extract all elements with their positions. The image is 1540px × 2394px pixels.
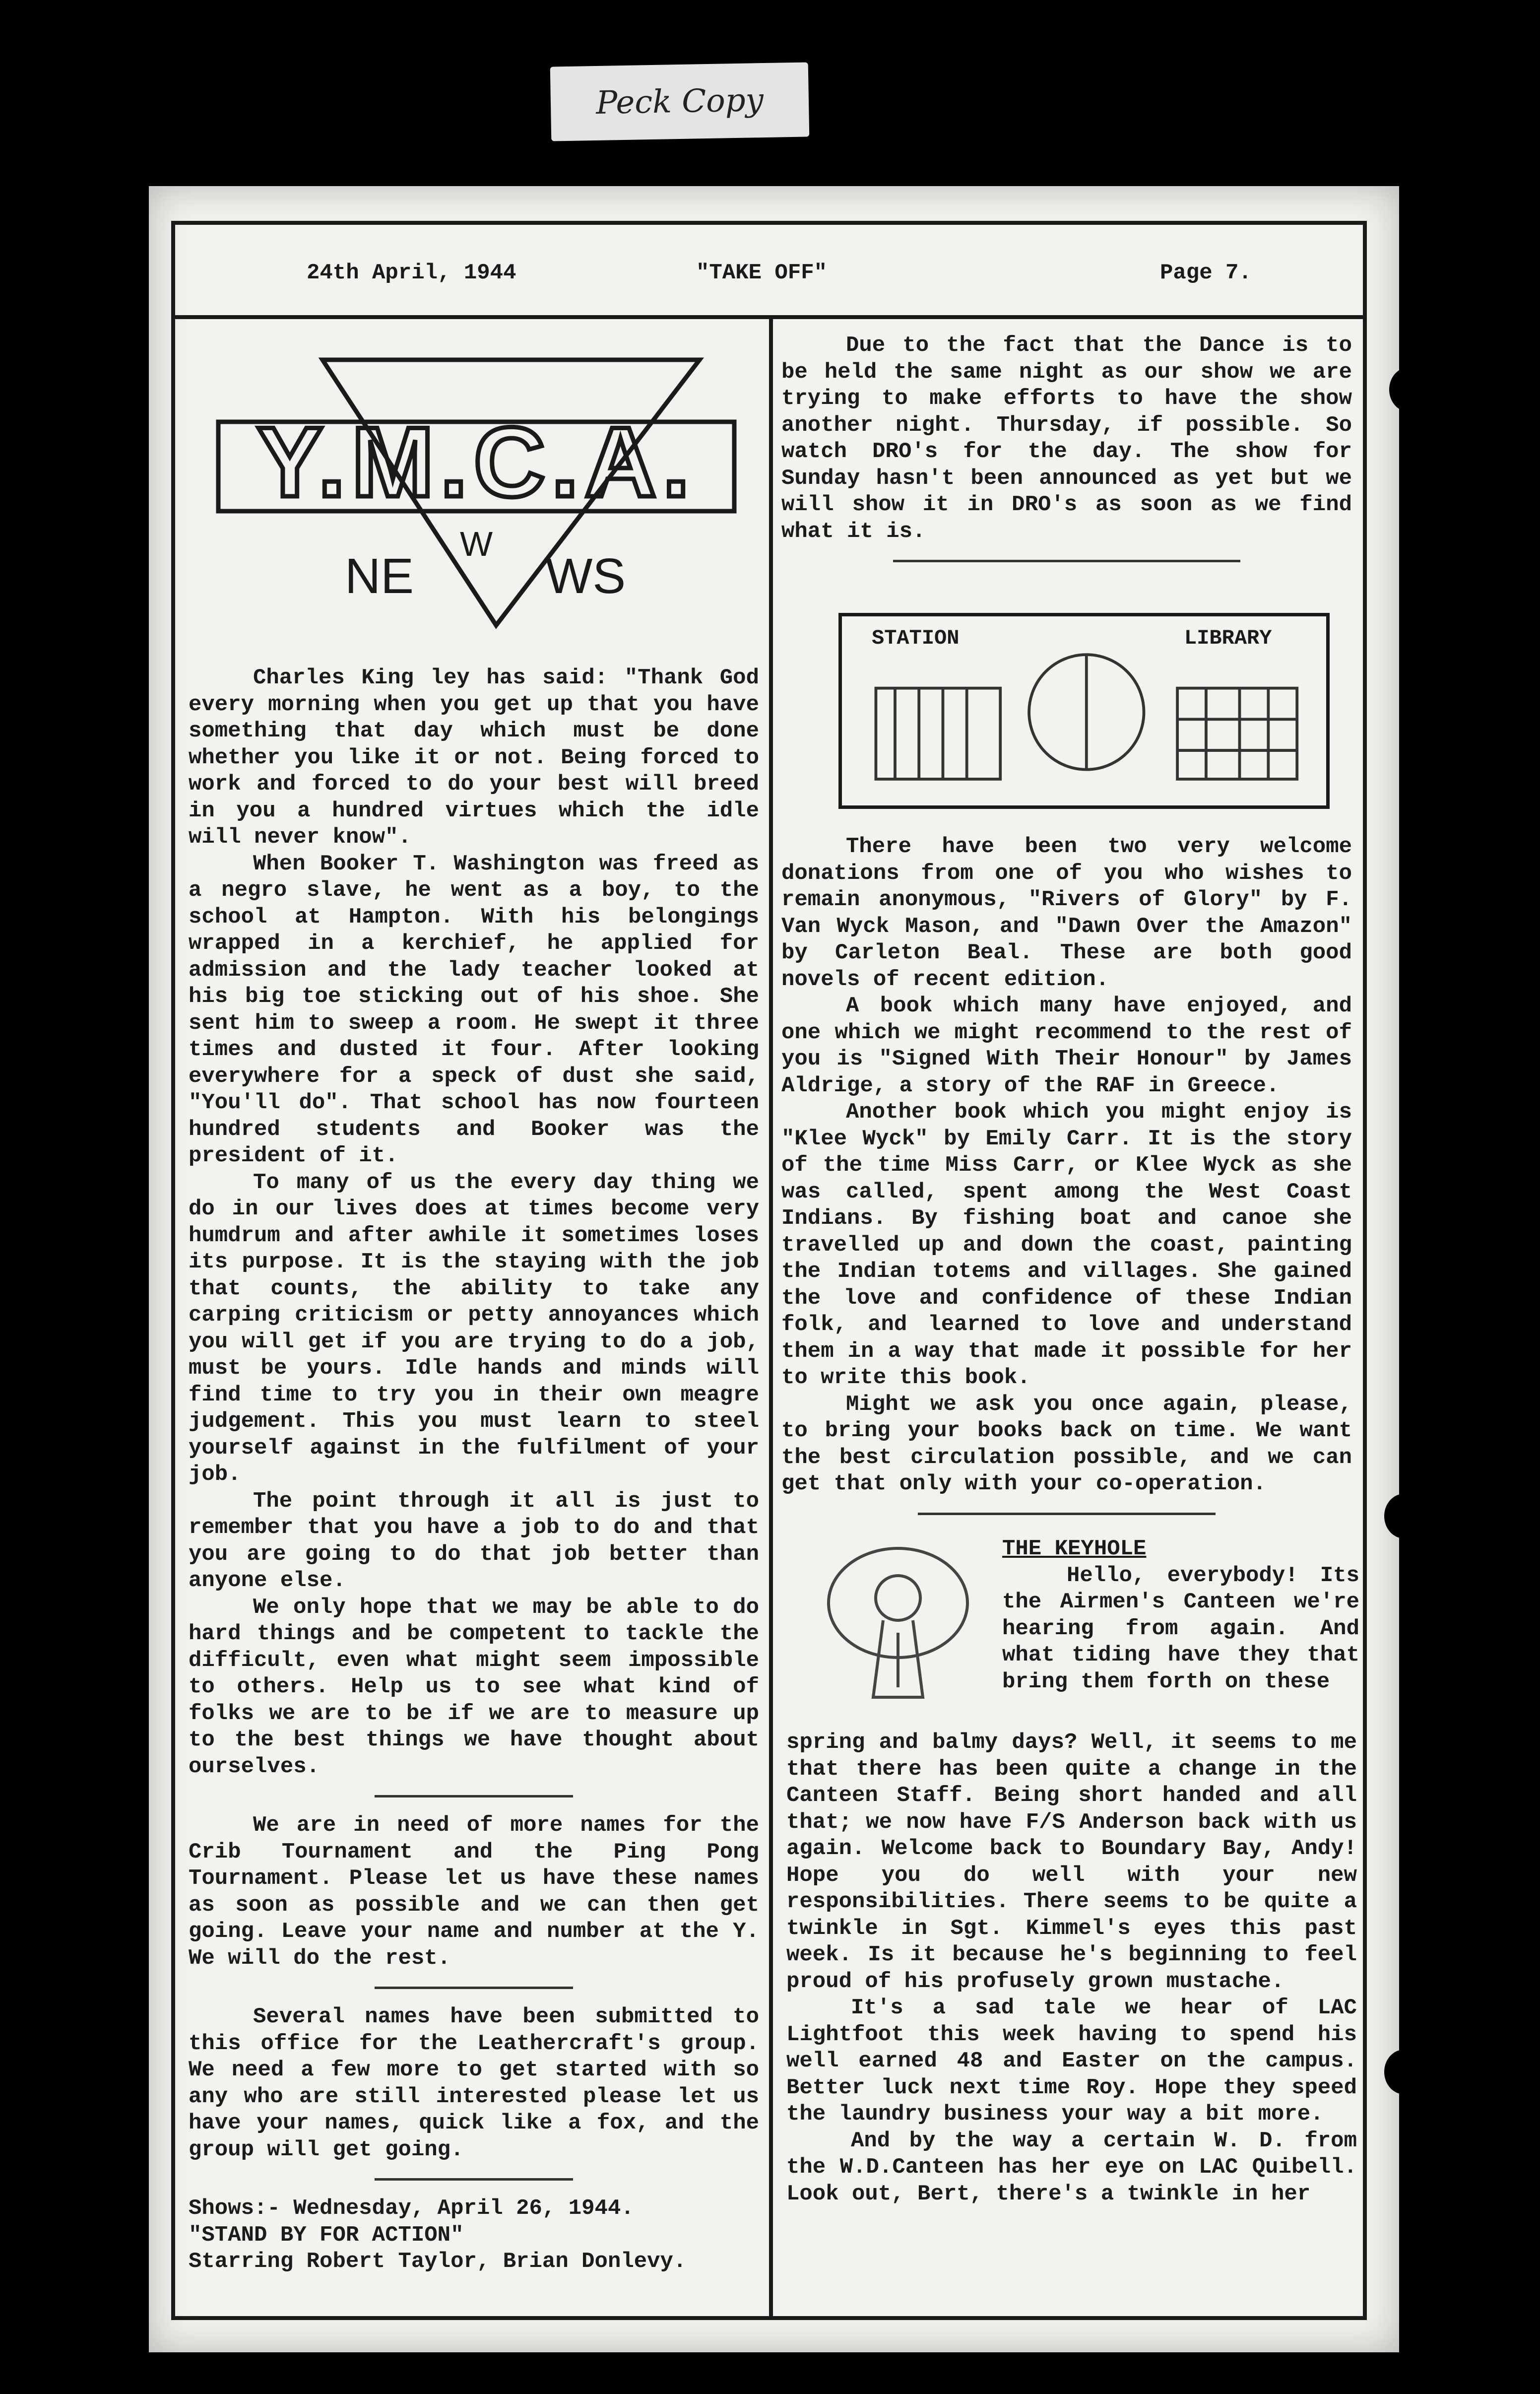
punch-hole	[1389, 367, 1429, 412]
newsletter-title: "TAKE OFF"	[696, 261, 828, 285]
paragraph: To many of us the every day thing we do in our lives does at times become very humdrum and after awhile it sometimes loses its purpose. It is the staying with the job that counts, the ability to take any carping criticism or petty annoyances which you will get if you are trying to do a job, must be yours. Idle hands and minds will find time to try you in their own meagre judgement. This you must learn to steel yourself against in the fulfilment of your job.	[189, 1170, 759, 1487]
paragraph: A book which many have enjoyed, and one which we might recommend to the rest of you is "Signed With Their Honour" by James Aldrige, a story of the RAF in Greece.	[781, 994, 1352, 1098]
shows-line: Shows:- Wednesday, April 26, 1944.	[189, 2196, 634, 2221]
paragraph: Charles King ley has said: "Thank God every morning when you get up that you have something that day which must be done whether you like it or not. Being forced to work and forced to do your best will breed in you a hundred virtues which the idle will never know".	[189, 665, 759, 850]
library-label-left: STATION	[872, 626, 960, 650]
divider-rule	[918, 1513, 1216, 1515]
film-cast: Starring Robert Taylor, Brian Donlevy.	[189, 2249, 687, 2274]
punch-hole	[1384, 1494, 1424, 1538]
paragraph: Another book which you might enjoy is "Klee Wyck" by Emily Carr. It is the story of the time Miss Carr, or Klee Wyck as she was called, spent among the West Coast Indians. By fishing boat and canoe she travelled up and down the coast, painting the Indian totems and villages. She gained the love and confidence of these Indian folk, and learned to love and understand them in a way that made it possible for her to write this book.	[781, 1100, 1352, 1390]
bookshelf-illustration	[842, 616, 1326, 805]
station-library-banner	[838, 613, 1330, 809]
ymca-news-logo	[198, 347, 754, 645]
paragraph: Might we ask you once again, please, to bring your books back on time. We want the best circulation possible, and we can get that only with your co-operation.	[781, 1392, 1352, 1496]
ymca-logo-text: Y.M.C.A.	[257, 407, 696, 518]
paragraph: We only hope that we may be able to do hard things and be competent to tackle the difficult, even what might seem impossible to others. Help us to see what kind of folks we are to be if we are to measure up to the best things we have thought about ourselves.	[189, 1595, 759, 1779]
paragraph: Hello, everybody! Its the Airmen's Canteen we're hearing from again. And what tiding have they that bring them forth on these	[1002, 1563, 1359, 1694]
paragraph: When Booker T. Washington was freed as a negro slave, he went as a boy, to the school at Hampton. With his belongings wrapped in a kerchief, he applied for admission and the lady teacher looked at his big toe sticking out of his shoe. She sent him to sweep a room. He swept it three times and dusted it four. After looking everywhere for a speck of dust she said, "You'll do". That school has now fourteen hundred students and Booker was the president of it.	[189, 851, 759, 1168]
news-right: WS	[546, 548, 626, 604]
paragraph: The point through it all is just to remember that you have a job to do and that you are going to do that job better than anyone else.	[189, 1488, 759, 1593]
divider-rule	[893, 560, 1240, 562]
column-divider	[769, 319, 773, 2320]
news-left: NE	[345, 548, 414, 604]
paragraph: There have been two very welcome donations from one of you who wishes to remain anonymous, "Rivers of Glory" by F. Van Wyck Mason, and "Dawn Over the Amazon" by Carleton Beal. These are both good novels of recent edition.	[781, 834, 1352, 992]
archive-stamp	[550, 62, 810, 141]
paragraph: We are in need of more names for the Crib Tournament and the Ping Pong Tournament. Please let us have these names as soon as possible and we can then get going. Leave your name and number at the Y. We will do the rest.	[189, 1813, 759, 1971]
divider-rule	[375, 1795, 573, 1797]
punch-hole	[1384, 2050, 1424, 2094]
keyhole-title: THE KEYHOLE	[1002, 1536, 1147, 1561]
paragraph: Due to the fact that the Dance is to be held the same night as our show we are trying to make efforts to have the show another night. Thursday, if possible. So watch DRO's for the day. The show for Sunday hasn't been announced as yet but we will show it in DRO's as soon as we find what it is.	[781, 333, 1352, 544]
page-header	[175, 225, 1363, 319]
paragraph: It's a sad tale we hear of LAC Lightfoot this week having to spend his well earned 48 and Easter on the campus. Better luck next time Roy. Hope they speed the laundry business your way a bit more.	[786, 1995, 1357, 2127]
keyhole-intro-column	[1002, 1536, 1359, 1695]
issue-date: 24th April, 1944	[307, 261, 516, 285]
library-column	[781, 834, 1352, 1530]
divider-rule	[375, 2178, 573, 2181]
film-title: "STAND BY FOR ACTION"	[189, 2222, 464, 2248]
page-number: Page 7.	[1160, 261, 1252, 285]
keyhole-illustration	[809, 1533, 997, 1742]
divider-rule	[375, 1987, 573, 1989]
paragraph: spring and balmy days? Well, it seems to me that there has been quite a change in the Canteen Staff. Being short handed and all that; we now have F/S Anderson back with us again. Welcome back to Boundary Bay, Andy! Hope you do well with your new responsibilities. There seems to be quite a twinkle in Sgt. Kimmel's eyes this past week. Is it because he's beginning to feel proud of his profusely grown mustache.	[786, 1730, 1357, 1994]
right-column-top	[781, 332, 1352, 577]
keyhole-column	[786, 1729, 1357, 2207]
news-w: W	[459, 525, 493, 563]
library-label-right: LIBRARY	[1184, 626, 1272, 650]
stamp-text: Peck Copy	[595, 82, 764, 122]
paragraph: And by the way a certain W. D. from the W.D.Canteen has her eye on LAC Quibell. Look out, Bert, there's a twinkle in her	[786, 2128, 1357, 2206]
paragraph: Several names have been submitted to this office for the Leathercraft's group. We need a few more to get started with so any who are still interested please let us have your names, quick like a fox, and the group will get going.	[189, 2004, 759, 2162]
left-column	[189, 665, 759, 2275]
